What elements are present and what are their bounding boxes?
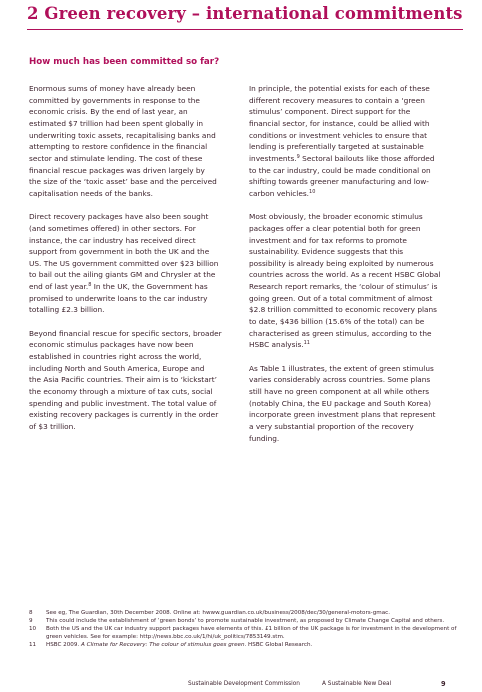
footnote-text: HSBC 2009. A Climate for Recovery: The colour of stimulus goes green. HSBC Global Research.	[46, 641, 313, 648]
paragraph-right-1: In principle, the potential exists for each of these different recovery measures to contain a ‘green stimulus’ component. Direct support for the financial sector, for instance, could be allied with conditions or investment vehicles to ensure that lending is preferentially targeted at sustainable investments.$^9$ Sectoral bailouts like those afforded to the car industry, could be made conditional on shifting towards greener manufacturing and low- carbon vehicles.$^{10}$	[249, 84, 435, 198]
paragraph-left-3: Beyond financial rescue for specific sectors, broader economic stimulus packages have now been established in countries right across the world, including North and South America, Europe and the Asia Pacific countries. Their aim is to ‘kickstart’ the economy through a mixture of tax cuts, social spending and public investment. The total value of existing recovery packages is currently in the order of $3 trillion.	[29, 328, 222, 431]
footnote-ref-9: 9	[296, 153, 300, 160]
footnote-number: 10	[29, 625, 37, 632]
footnote-9	[29, 618, 471, 626]
footnote-text: This could include the establishment of ‘green bonds’ to promote sustainable investment, as proposed by Climate Change Capital and others.	[46, 617, 445, 624]
footnote-text: Both the US and the UK car industry support packages have elements of this. £1 billion of the UK package is for investment in the development of green vehicles. See for example: http://news.bbc.co.uk/1/hi/uk_politics/7853149.stm.	[46, 625, 457, 640]
title-rule	[27, 29, 463, 30]
footnotes	[29, 610, 471, 650]
subheading: How much has been committed so far?	[29, 57, 220, 67]
paragraph-right-3: As Table 1 illustrates, the extent of green stimulus varies considerably across countries. Some plans still have no green component at all while others (notably China, the EU package and South Korea) incorporate green investment plans that represent a very substantial proportion of the recovery funding.	[249, 363, 436, 443]
footnote-number: 9	[29, 617, 33, 624]
footer-document-title: A Sustainable New Deal	[322, 681, 392, 687]
section-title: 2 Green recovery – international commitments	[27, 4, 463, 23]
footnote-number: 8	[29, 610, 33, 616]
page-number: 9	[441, 680, 446, 688]
footnote-ref-8: 8	[88, 282, 92, 289]
left-column	[29, 83, 233, 444]
paragraph-left-1: Enormous sums of money have already been committed by governments in response to the economic crisis. By the end of last year, an estimated $7 trillion had been spent globally in underwriting toxic assets, recapitalising banks and attempting to restore confidence in the financial sector and stimulate lending. The cost of these financial rescue packages was driven largely by the size of the ‘toxic asset’ base and the perceived capitalisation needs of the banks.	[29, 84, 217, 198]
footnote-text: See eg, The Guardian, 30th December 2008. Online at: hwww.guardian.co.uk/business/2008/dec/30/general-motors-gmac.	[46, 610, 390, 616]
paragraph-right-2: Most obviously, the broader economic stimulus packages offer a clear potential both for green investment and for tax reforms to promote sustainability. Evidence suggests that this possibility is already being exploited by numerous countries across the world. As a recent HSBC Global Research report remarks, the ‘colour of stimulus’ is going green. Out of a total commitment of almost $2.8 trillion committed to economic recovery plans to date, $436 billion (15.6% of the total) can be characterised as green stimulus, according to the HSBC analysis.$^{11}$	[249, 212, 441, 350]
footnote-ref-11: 11	[303, 340, 310, 347]
footnote-8	[29, 610, 471, 618]
footnote-10	[29, 626, 471, 642]
report-title: A Climate for Recovery: The colour of stimulus goes green	[80, 641, 245, 648]
footnote-number: 11	[29, 641, 37, 648]
paragraph-left-2: Direct recovery packages have also been sought (and sometimes offered) in other sectors. For instance, the car industry has received direct support from government in both the UK and the US. The US government committed over $23 billion to bail out the ailing giants GM and Chrysler at the end of last year.$^8$ In the UK, the Government has promised to underwrite loans to the car industry totalling £2.3 billion.	[29, 212, 219, 315]
right-column	[249, 83, 453, 456]
footer-organisation: Sustainable Development Commission	[188, 681, 300, 687]
footnote-ref-10: 10	[309, 188, 316, 195]
footnote-11	[29, 642, 471, 650]
